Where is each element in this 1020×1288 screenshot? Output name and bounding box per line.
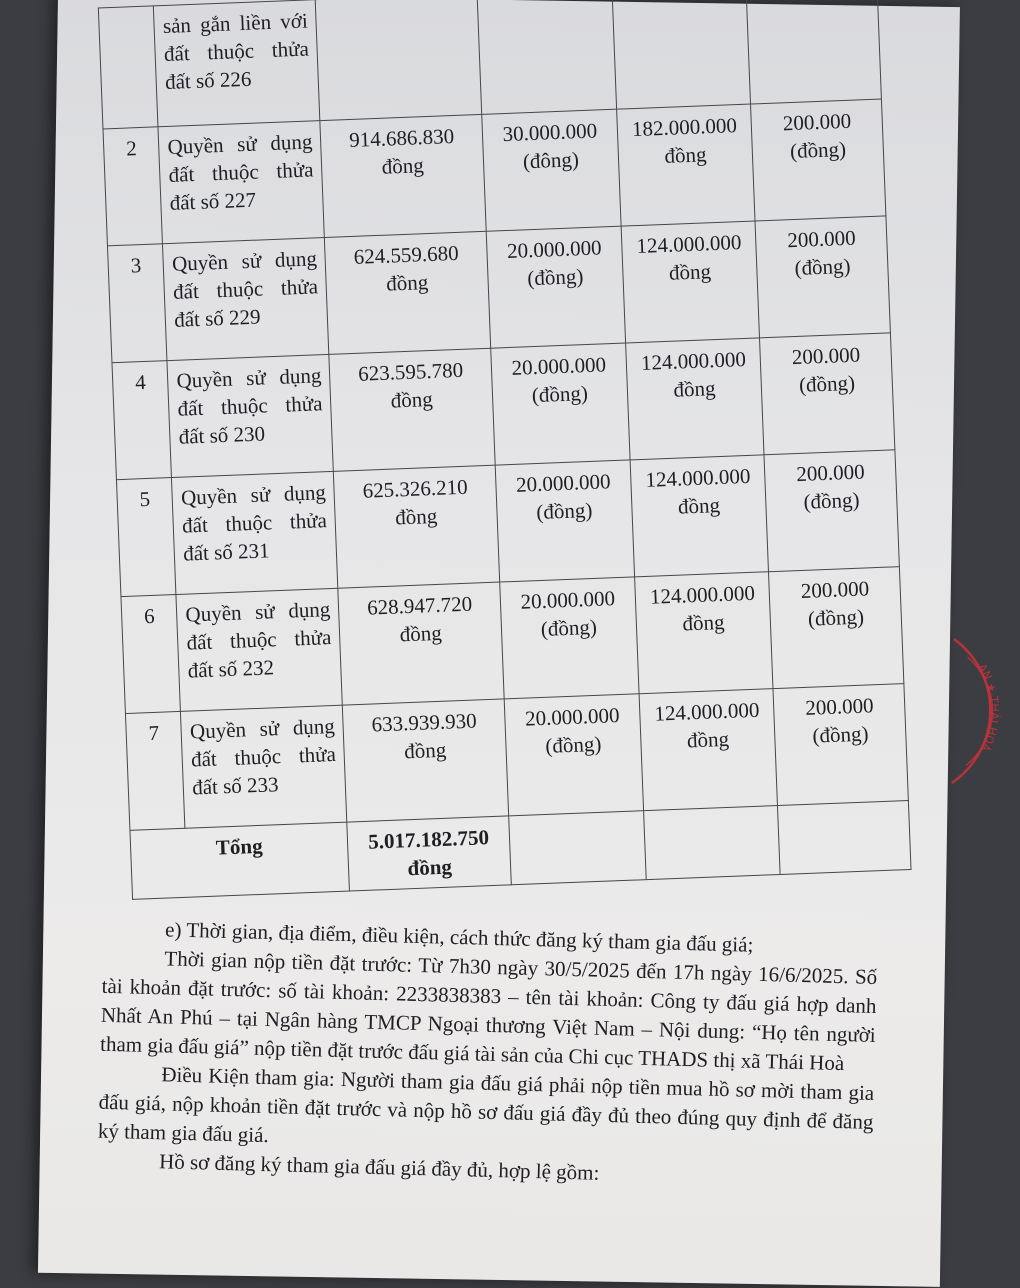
svg-text:AN ★ THÁI HOÀ: AN ★ THÁI HOÀ <box>975 661 1001 754</box>
row-number <box>98 6 158 129</box>
asset-name: sản gắn liền với đất thuộc thửa đất số 226 <box>154 0 320 127</box>
asset-name: Quyền sử dụng đất thuộc thửa đất số 227 <box>158 121 324 244</box>
document-price: 124.000.000 đồng <box>630 455 769 577</box>
deposit-time-paragraph: Thời gian nộp tiền đặt trước: Từ 7h30 ngày 30/5/2025 đến 17h ngày 16/6/2025. Số tài khoản đặt trước: số tài khoản: 2233838383 – tên tài khoản: Công ty đấu giá hợp danh Nhất An Phú – tại Ngân hàng TMCP Ngoại thương Việt Nam – Nội dung: “Họ tên người tham gia đấu giá” nộp tiền đặt trước đấu giá tài sản của Chi cục THADS thị xã Thái Hoà <box>99 946 878 1076</box>
starting-price: 625.326.210 đồng <box>333 465 499 588</box>
document-price: 124.000.000 đồng <box>639 689 778 811</box>
fee-amount: 200.000 (đồng) <box>773 684 908 806</box>
asset-name: Quyền sử dụng đất thuộc thửa đất số 232 <box>176 588 342 711</box>
dossier-paragraph: Hồ sơ đăng ký tham gia đấu giá đầy đủ, hợp lệ gồm: <box>158 1149 600 1185</box>
body-text <box>97 914 879 1195</box>
document-price: 124.000.000 đồng <box>634 572 773 694</box>
row-number: 6 <box>121 594 181 713</box>
starting-price: 624.559.680 đồng <box>325 231 491 354</box>
row-number: 5 <box>116 478 176 597</box>
deposit-amount: 20.000.000 (đồng) <box>491 343 630 465</box>
fee-amount: 200.000 (đồng) <box>751 99 886 221</box>
deposit-amount: 20.000.000 (đồng) <box>500 577 639 699</box>
asset-name: Quyền sử dụng đất thuộc thửa đất số 231 <box>172 471 338 594</box>
fee-amount <box>746 0 881 104</box>
row-number: 2 <box>103 127 163 246</box>
deposit-amount <box>477 0 616 114</box>
starting-price: 628.947.720 đồng <box>338 582 504 705</box>
starting-price: 623.595.780 đồng <box>329 348 495 471</box>
document-price: 124.000.000 đồng <box>625 338 764 460</box>
fee-amount: 200.000 (đồng) <box>764 450 899 572</box>
starting-price: 633.939.930 đồng <box>342 699 508 822</box>
asset-name: Quyền sử dụng đất thuộc thửa đất số 233 <box>181 705 347 828</box>
red-seal-stamp <box>948 635 1010 786</box>
document-price: 124.000.000 đồng <box>621 221 760 343</box>
deposit-amount: 20.000.000 (đồng) <box>486 226 625 348</box>
deposit-amount: 20.000.000 (đồng) <box>495 460 634 582</box>
deposit-amount: 30.000.000 (đông) <box>482 109 621 231</box>
starting-price: 914.686.830 đồng <box>320 114 486 237</box>
starting-price <box>315 0 481 121</box>
document-price: 182.000.000 đồng <box>616 104 755 226</box>
empty-cell <box>509 811 646 885</box>
asset-name: Quyền sử dụng đất thuộc thửa đất số 230 <box>167 354 333 477</box>
fee-amount: 200.000 (đồng) <box>755 216 890 338</box>
empty-cell <box>778 801 911 875</box>
deposit-amount: 20.000.000 (đồng) <box>504 694 643 816</box>
asset-name: Quyền sử dụng đất thuộc thửa đất số 229 <box>163 238 329 361</box>
document-page <box>38 0 1001 1287</box>
fee-amount: 200.000 (đồng) <box>760 333 895 455</box>
row-number: 7 <box>125 711 185 830</box>
empty-cell <box>643 806 780 880</box>
row-number: 3 <box>107 244 167 363</box>
total-label: Tổng <box>130 822 350 899</box>
row-number: 4 <box>112 361 172 480</box>
fee-amount: 200.000 (đồng) <box>769 567 904 689</box>
auction-asset-table <box>98 0 912 900</box>
total-value: 5.017.182.750 đồng <box>347 816 511 891</box>
conditions-paragraph: Điều Kiện tham gia: Người tham gia đấu giá phải nộp tiền mua hồ sơ mời tham gia đấu giá, nộp khoản tiền đặt trước và nộp hồ sơ đấu giá đầy đủ theo đúng quy định để đăng ký tham gia đấu giá. <box>97 1062 875 1148</box>
section-e-heading: e) Thời gian, địa điểm, điều kiện, cách thức đăng ký tham gia đấu giá; <box>164 917 754 957</box>
document-price <box>612 0 751 109</box>
